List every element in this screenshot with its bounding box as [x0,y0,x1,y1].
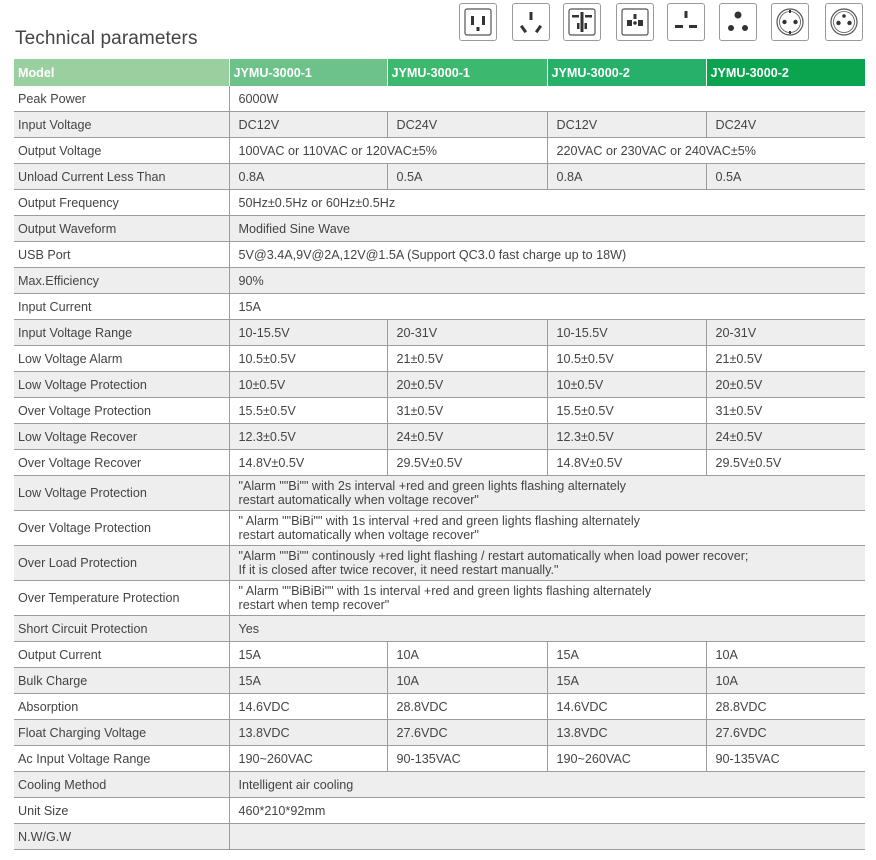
table-cell: Intelligent air cooling [229,772,865,798]
row-label: Input Voltage [14,112,229,138]
table-cell: 14.6VDC [229,694,387,720]
table-row [14,112,865,138]
table-cell: 190~260VAC [547,746,706,772]
row-label: Short Circuit Protection [14,616,229,642]
row-label: Unload Current Less Than [14,164,229,190]
table-cell: 21±0.5V [706,346,865,372]
table-cell [229,824,865,850]
row-label: USB Port [14,242,229,268]
table-row [14,294,865,320]
table-cell: 50Hz±0.5Hz or 60Hz±0.5Hz [229,190,865,216]
table-row [14,86,865,112]
row-label: Input Voltage Range [14,320,229,346]
table-cell: 12.3±0.5V [547,424,706,450]
table-cell: 28.8VDC [706,694,865,720]
table-cell: "Alarm ""Bi"" with 2s interval +red and green lights flashing alternately restart automatically when voltage recover" [229,476,865,511]
table-cell: 10±0.5V [547,372,706,398]
table-row [14,424,865,450]
table-row [14,668,865,694]
row-label: Input Current [14,294,229,320]
table-row [14,320,865,346]
table-cell: 100VAC or 110VAC or 120VAC±5% [229,138,547,164]
table-cell: 13.8VDC [229,720,387,746]
table-cell: 14.8V±0.5V [547,450,706,476]
table-row [14,772,865,798]
japan-socket-icon [667,3,705,41]
table-cell: 460*210*92mm [229,798,865,824]
table-cell: 10.5±0.5V [547,346,706,372]
row-label: Output Current [14,642,229,668]
universal-socket-icon [563,3,601,41]
table-cell: 10±0.5V [229,372,387,398]
row-label: Peak Power [14,86,229,112]
header-cell: Model [14,59,229,86]
table-cell: " Alarm ""BiBi"" with 1s interval +red and green lights flashing alternately restart automatically when voltage recover" [229,511,865,546]
table-cell: 15A [229,294,865,320]
header-cell: JYMU-3000-2 [706,59,865,86]
row-label: N.W/G.W [14,824,229,850]
multi-socket-icon [616,3,654,41]
table-row [14,616,865,642]
table-cell: 5V@3.4A,9V@2A,12V@1.5A (Support QC3.0 fast charge up to 18W) [229,242,865,268]
row-label: Over Voltage Protection [14,511,229,546]
row-label: Over Voltage Recover [14,450,229,476]
table-cell: 0.8A [229,164,387,190]
table-row [14,372,865,398]
table-cell: 15A [229,668,387,694]
table-cell: 28.8VDC [387,694,547,720]
table-cell: DC24V [706,112,865,138]
table-cell: DC24V [387,112,547,138]
table-cell: 0.5A [387,164,547,190]
table-cell: 20-31V [387,320,547,346]
table-cell: 10A [706,642,865,668]
australia-socket-icon [512,3,550,41]
table-row [14,216,865,242]
table-cell: 13.8VDC [547,720,706,746]
table-row [14,190,865,216]
table-row [14,694,865,720]
table-cell: 14.8V±0.5V [229,450,387,476]
table-cell: 0.5A [706,164,865,190]
table-row [14,164,865,190]
table-cell: 15A [547,668,706,694]
table-row [14,746,865,772]
table-row [14,546,865,581]
table-cell: 15A [229,642,387,668]
table-cell: " Alarm ""BiBiBi"" with 1s interval +red and green lights flashing alternately restart when temp recover" [229,581,865,616]
table-cell: 6000W [229,86,865,112]
table-cell: 20±0.5V [387,372,547,398]
table-row [14,642,865,668]
table-cell: 10.5±0.5V [229,346,387,372]
table-cell: 29.5V±0.5V [706,450,865,476]
table-cell: 29.5V±0.5V [387,450,547,476]
table-header-row [14,59,865,86]
table-cell: 10A [706,668,865,694]
table-row [14,268,865,294]
table-cell: 24±0.5V [706,424,865,450]
table-cell: 90-135VAC [706,746,865,772]
south-africa-socket-icon [719,3,757,41]
header-cell: JYMU-3000-1 [229,59,387,86]
table-cell: 10-15.5V [229,320,387,346]
table-row [14,398,865,424]
us-socket-icon [459,3,497,41]
table-row [14,511,865,546]
table-cell: Yes [229,616,865,642]
row-label: Low Voltage Protection [14,476,229,511]
table-cell: 31±0.5V [387,398,547,424]
table-cell: 190~260VAC [229,746,387,772]
table-cell: 24±0.5V [387,424,547,450]
row-label: Unit Size [14,798,229,824]
row-label: Over Temperature Protection [14,581,229,616]
table-cell: DC12V [547,112,706,138]
table-row [14,242,865,268]
technical-parameters-table [14,59,865,850]
table-cell: 90% [229,268,865,294]
table-cell: "Alarm ""Bi"" continously +red light flashing / restart automatically when load power recover; If it is closed after twice recover, it need restart manually." [229,546,865,581]
table-cell: 31±0.5V [706,398,865,424]
row-label: Absorption [14,694,229,720]
table-cell: 15.5±0.5V [229,398,387,424]
row-label: Bulk Charge [14,668,229,694]
row-label: Low Voltage Protection [14,372,229,398]
row-label: Over Load Protection [14,546,229,581]
table-cell: DC12V [229,112,387,138]
row-label: Ac Input Voltage Range [14,746,229,772]
table-cell: Modified Sine Wave [229,216,865,242]
table-row [14,581,865,616]
table-cell: 220VAC or 230VAC or 240VAC±5% [547,138,865,164]
table-row [14,720,865,746]
row-label: Float Charging Voltage [14,720,229,746]
table-cell: 14.6VDC [547,694,706,720]
table-cell: 90-135VAC [387,746,547,772]
french-socket-icon [825,3,863,41]
table-row [14,346,865,372]
row-label: Output Voltage [14,138,229,164]
schuko-socket-icon [771,3,809,41]
table-cell: 0.8A [547,164,706,190]
row-label: Cooling Method [14,772,229,798]
table-cell: 27.6VDC [387,720,547,746]
table-cell: 12.3±0.5V [229,424,387,450]
table-cell: 21±0.5V [387,346,547,372]
table-cell: 10-15.5V [547,320,706,346]
row-label: Low Voltage Recover [14,424,229,450]
table-cell: 20±0.5V [706,372,865,398]
table-cell: 20-31V [706,320,865,346]
table-row [14,450,865,476]
page-title: Technical parameters [15,28,198,49]
table-cell: 10A [387,668,547,694]
table-cell: 10A [387,642,547,668]
table-cell: 27.6VDC [706,720,865,746]
row-label: Output Waveform [14,216,229,242]
table-row [14,798,865,824]
table-row [14,824,865,850]
table-row [14,476,865,511]
header-cell: JYMU-3000-2 [547,59,706,86]
row-label: Over Voltage Protection [14,398,229,424]
row-label: Max.Efficiency [14,268,229,294]
header-cell: JYMU-3000-1 [387,59,547,86]
table-cell: 15A [547,642,706,668]
table-cell: 15.5±0.5V [547,398,706,424]
row-label: Output Frequency [14,190,229,216]
row-label: Low Voltage Alarm [14,346,229,372]
table-row [14,138,865,164]
